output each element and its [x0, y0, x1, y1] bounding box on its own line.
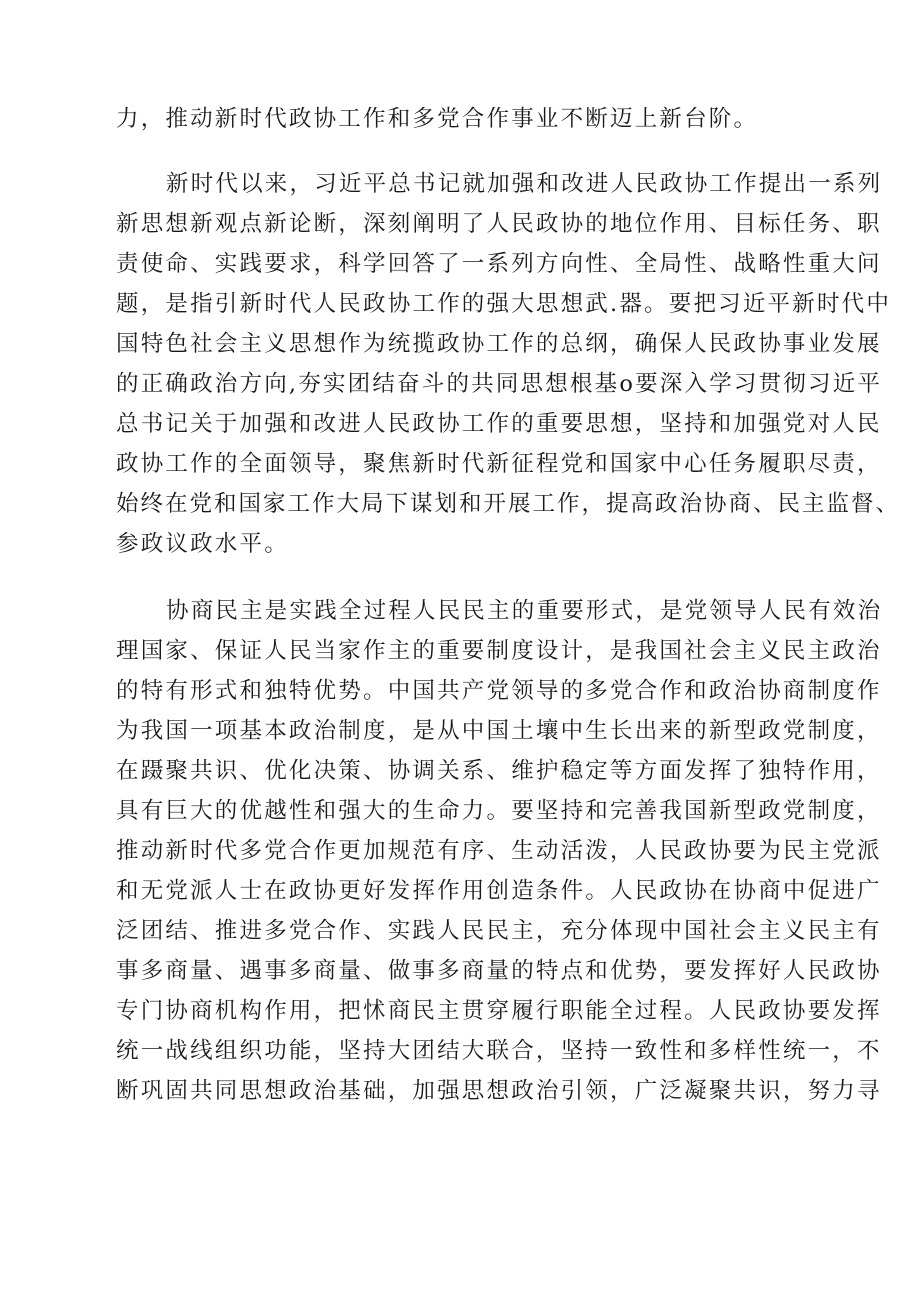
text-line: 的特有形式和独特优势。中国共产党领导的多党合作和政治协商制度作: [116, 678, 882, 704]
text-line: 在蹑聚共识、优化决策、协调关系、维护稳定等方面发挥了独特作用，: [116, 758, 882, 784]
text-line: 总书记关于加强和改进人民政协工作的重要思想，坚持和加强党对人民: [116, 411, 882, 437]
text-line: 专门协商机构作用，把怵商民主贯穿履行职能全过程。人民政协要发挥: [116, 998, 882, 1024]
text-line: 责使命、实践要求，科学回答了一系列方向性、全局性、战略性重大问: [116, 251, 882, 277]
text-line: 泛团结、推进多党合作、实践人民民主，充分体现中国社会主义民主有: [116, 918, 882, 944]
text-line: 政协工作的全面领导，聚焦新时代新征程党和国家中心任务履职尽责，: [116, 451, 882, 477]
text-line: 事多商量、遇事多商量、做事多商量的特点和优势，要发挥好人民政协: [116, 958, 882, 984]
text-line: 推动新时代多党合作更加规范有序、生动活泼，人民政协要为民主党派: [116, 838, 882, 864]
text-line: 协商民主是实践全过程人民民主的重要形式，是党领导人民有效治: [166, 598, 883, 624]
text-line: 的正确政治方向,夯实团结奋斗的共同思想根基o要深入学习贯彻习近平: [116, 371, 883, 397]
text-line: 参政议政水平。: [116, 531, 289, 557]
text-line: 题，是指引新时代人民政协工作的强大思想武.器。要把习近平新时代中: [116, 291, 892, 317]
text-line: 理国家、保证人民当家作主的重要制度设计，是我国社会主义民主政治: [116, 638, 882, 664]
text-line: 新思想新观点新论断，深刻阐明了人民政协的地位作用、目标任务、职: [116, 211, 882, 237]
text-line: 断巩固共同思想政治基础，加强思想政治引领，广泛凝聚共识，努力寻: [116, 1078, 882, 1104]
text-line: 新时代以来，习近平总书记就加强和改进人民政协工作提出一系列: [166, 171, 883, 197]
text-line: 国特色社会主义思想作为统揽政协工作的总纲，确保人民政协事业发展: [116, 331, 882, 357]
text-line: 为我国一项基本政治制度，是从中国土壤中生长出来的新型政党制度，: [116, 718, 882, 744]
text-line: 力，推动新时代政协工作和多党合作事业不断迈上新台阶。: [116, 106, 759, 132]
text-line: 具有巨大的优越性和强大的生命力。要坚持和完善我国新型政党制度，: [116, 798, 882, 824]
text-line: 始终在党和国家工作大局下谋划和开展工作，提高政治协商、民主监督、: [116, 491, 901, 517]
text-line: 和无党派人士在政协更好发挥作用创造条件。人民政协在协商中促进广: [116, 878, 882, 904]
text-line: 统一战线组织功能，坚持大团结大联合，坚持一致性和多样性统一，不: [116, 1038, 882, 1064]
